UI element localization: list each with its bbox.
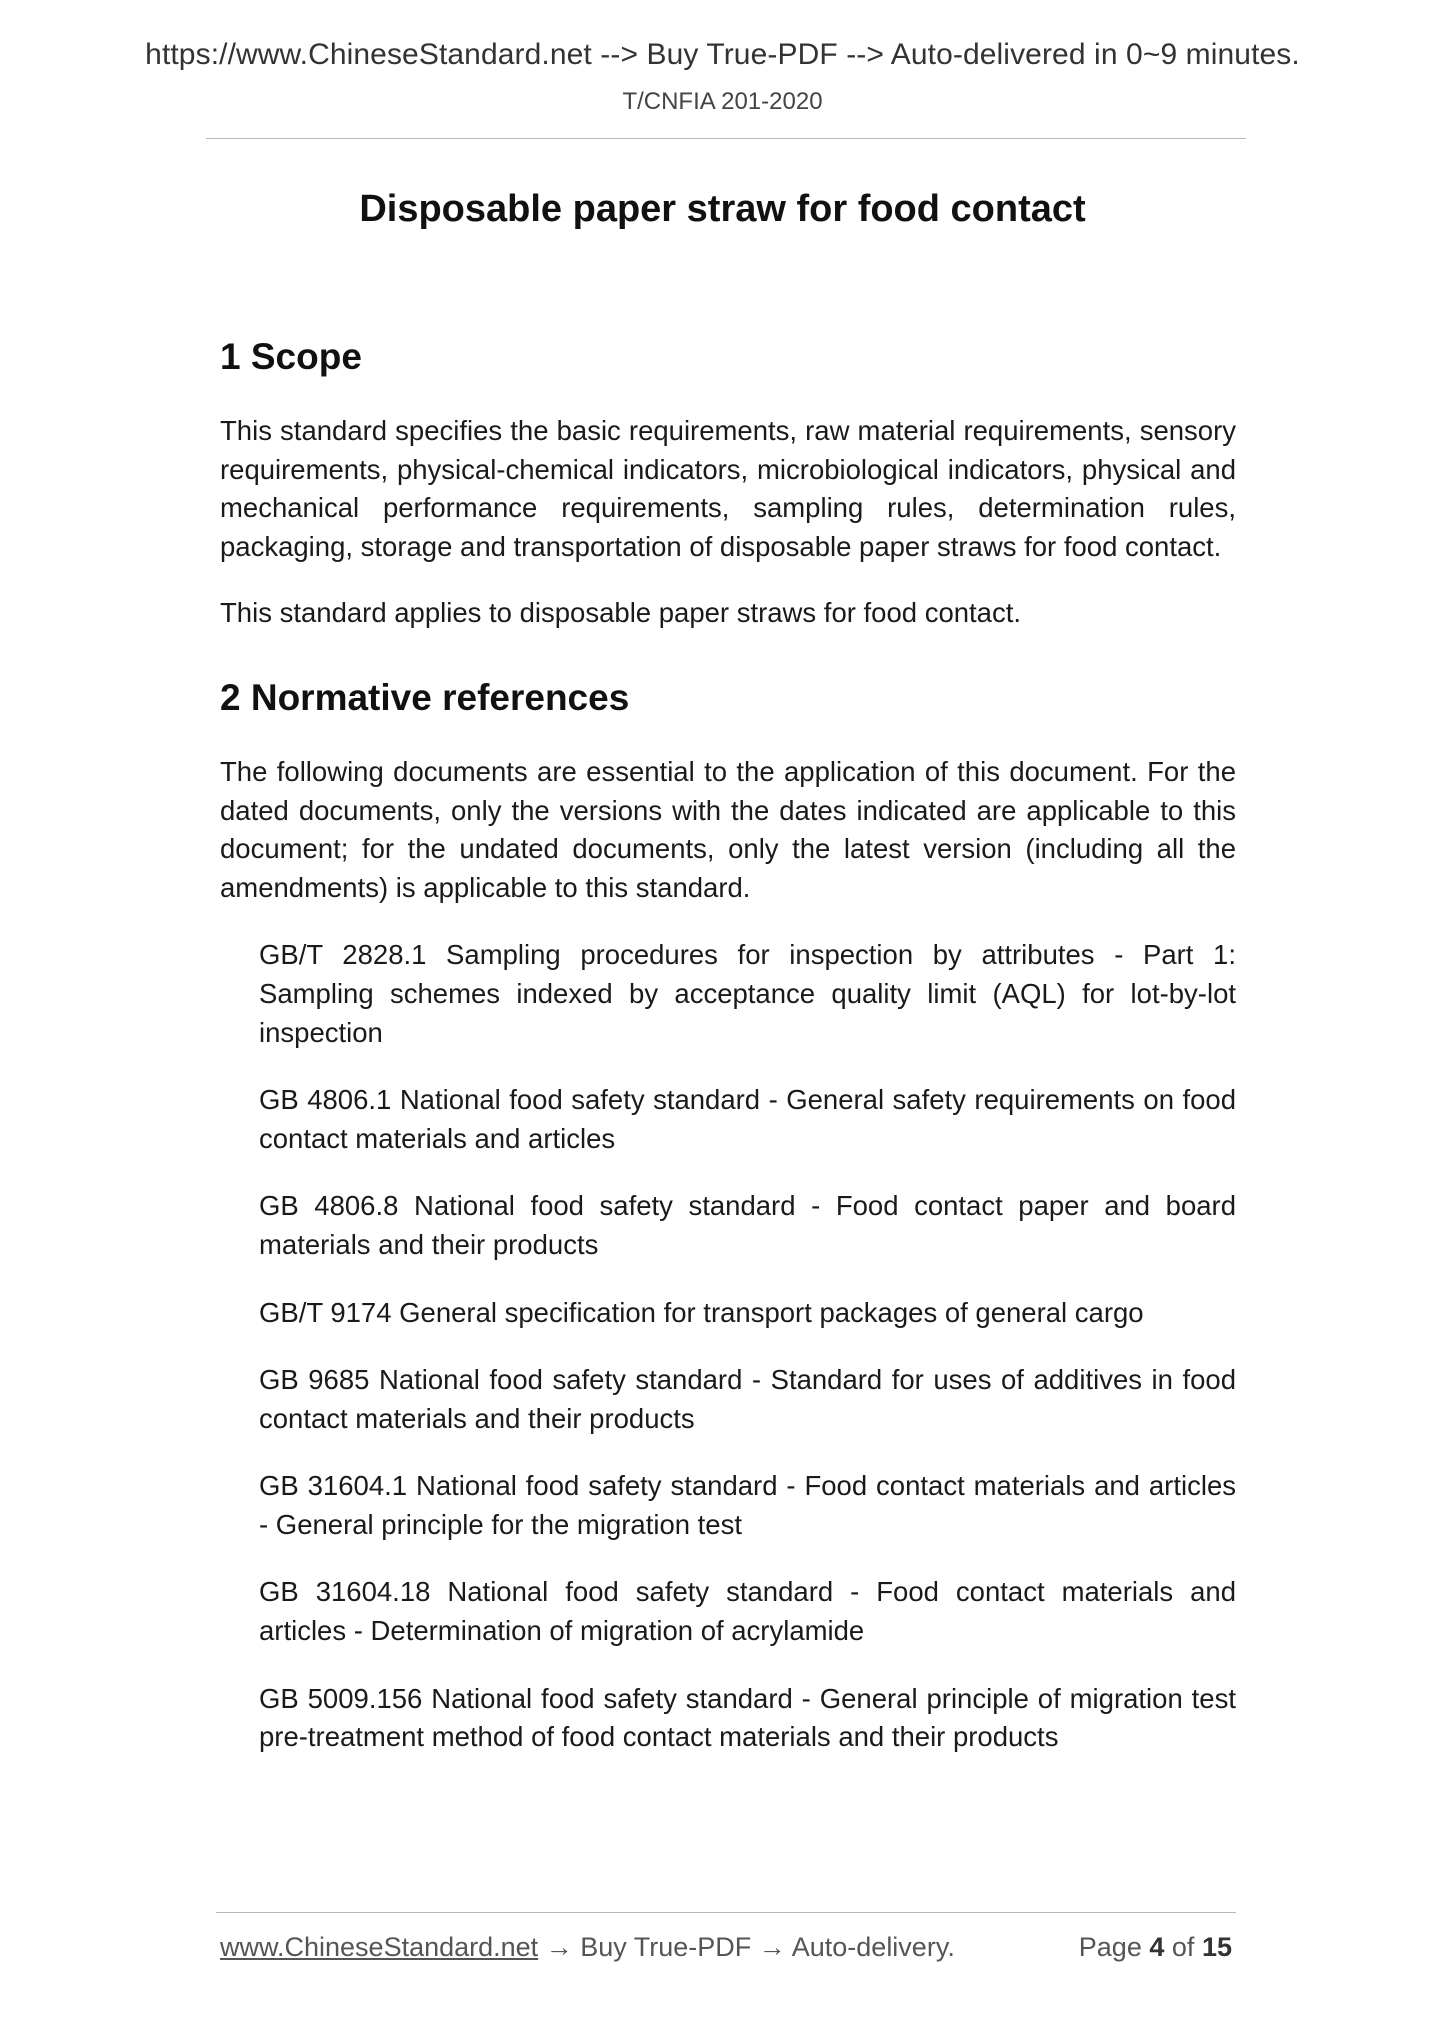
footer-tagline: → Buy True-PDF → Auto-delivery. xyxy=(538,1932,955,1962)
section-heading-normative-references: 2 Normative references xyxy=(220,676,630,718)
reference-item: GB 4806.8 National food safety standard - Food contact paper and board materials and their products xyxy=(259,1190,1236,1260)
reference-item: GB/T 9174 General specification for transport packages of general cargo xyxy=(259,1296,1144,1328)
of-label: of xyxy=(1171,1932,1195,1962)
total-pages-number: 15 xyxy=(1201,1932,1232,1962)
references-intro-paragraph: The following documents are essential to the application of this document. For the dated documents, only the versions with the dates indicated are applicable to this document; for the undated documents, only the latest version (including all the amendments) is applicable to this standard. xyxy=(220,755,1236,903)
reference-item: GB/T 2828.1 Sampling procedures for inspection by attributes - Part 1: Sampling schemes indexed by acceptance quality limit (AQL) for lot-by-lot inspection xyxy=(259,939,1236,1048)
reference-list xyxy=(220,936,1236,1757)
page-indicator xyxy=(1079,1932,1232,1963)
standard-code: T/CNFIA 201-2020 xyxy=(622,88,823,115)
page-footer xyxy=(220,1932,1232,1963)
current-page-number: 4 xyxy=(1149,1932,1165,1962)
section-heading-scope: 1 Scope xyxy=(220,336,362,377)
page-label: Page xyxy=(1078,1932,1142,1962)
reference-item: GB 4806.1 National food safety standard - General safety requirements on food contact materials and articles xyxy=(259,1084,1236,1154)
scope-paragraph: This standard specifies the basic requirements, raw material requirements, sensory requirements, physical-chemical indicators, microbiological indicators, physical and mechanical performance requirements, sampling rules, determination rules, packaging, storage and transportation of disposable paper straws for food contact. xyxy=(220,415,1236,562)
header-divider xyxy=(206,138,1246,139)
document-body xyxy=(220,330,1236,1757)
site-banner: https://www.ChineseStandard.net --> Buy True-PDF --> Auto-delivered in 0~9 minutes. xyxy=(145,38,1300,71)
reference-item: GB 5009.156 National food safety standard - General principle of migration test pre-treatment method of food contact materials and their products xyxy=(259,1682,1236,1753)
reference-item: GB 31604.1 National food safety standard - Food contact materials and articles - General principle for the migration test xyxy=(259,1470,1236,1540)
footer-divider xyxy=(216,1912,1236,1913)
footer-site-link[interactable]: www.ChineseStandard.net xyxy=(220,1932,539,1962)
reference-item: GB 9685 National food safety standard - Standard for uses of additives in food contact materials and their products xyxy=(259,1364,1236,1434)
scope-applicability-paragraph: This standard applies to disposable paper straws for food contact. xyxy=(220,597,1022,629)
reference-item: GB 31604.18 National food safety standard - Food contact materials and articles - Determination of migration of acrylamide xyxy=(259,1576,1236,1647)
document-title: Disposable paper straw for food contact xyxy=(359,188,1086,230)
footer-promo xyxy=(220,1932,955,1963)
